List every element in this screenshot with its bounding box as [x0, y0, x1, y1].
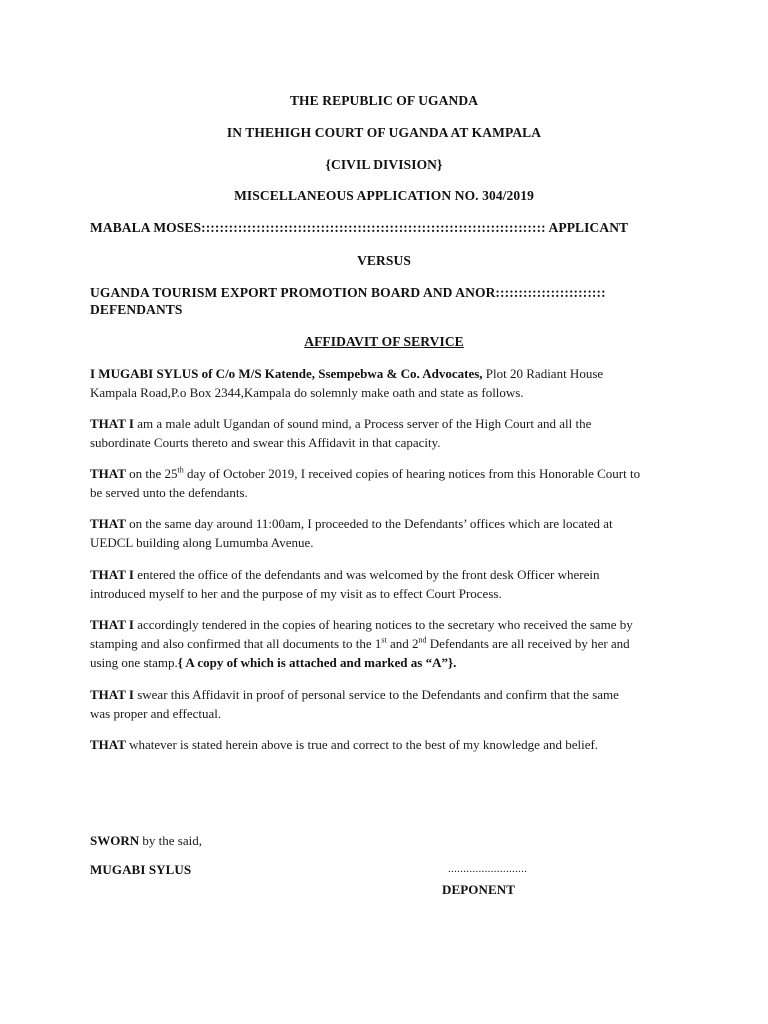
paragraph-lead: THAT I	[90, 617, 134, 632]
paragraph-text: am a male adult Ugandan of sound mind, a Process server of the High Court and all the	[133, 416, 592, 431]
sworn-text: by the said,	[139, 833, 202, 848]
intro-text-2: Kampala Road,P.o Box 2344,Kampala do solemnly make oath and state as follows.	[90, 385, 524, 400]
ordinal-superscript: th	[177, 465, 184, 475]
paragraph-text: accordingly tendered in the copies of hearing notices to the secretary who received the same by	[133, 617, 633, 632]
paragraph-text: using one stamp.	[90, 655, 178, 670]
applicant-name: MABALA MOSES	[90, 220, 202, 235]
paragraph-lead: THAT	[90, 516, 126, 531]
paragraph-text: introduced myself to her and the purpose of my visit as to effect Court Process.	[90, 586, 502, 601]
paragraph-text: be served unto the defendants.	[90, 485, 248, 500]
paragraph-4	[90, 565, 690, 603]
paragraph-text: was proper and effectual.	[90, 706, 222, 721]
paragraph-text: Defendants are all received by her and	[426, 636, 630, 651]
paragraph-6	[90, 685, 690, 723]
paragraph-text: on the same day around 11:00am, I proceeded to the Defendants’ offices which are located at	[125, 516, 613, 531]
paragraph-text: day of October 2019, I received copies of hearing notices from this Honorable Court to	[183, 466, 641, 481]
paragraph-lead: THAT I	[90, 687, 134, 702]
versus-label: VERSUS	[357, 253, 411, 268]
paragraph-text: swear this Affidavit in proof of personal service to the Defendants and confirm that the same	[133, 687, 619, 702]
header-application-no: MISCELLANEOUS APPLICATION NO. 304/2019	[234, 188, 534, 203]
ordinal-superscript: st	[381, 635, 387, 645]
paragraph-7	[90, 735, 690, 754]
paragraph-1	[90, 414, 690, 452]
paragraph-lead: THAT	[90, 466, 126, 481]
affidavit-title	[0, 334, 768, 350]
header-division: {CIVIL DIVISION}	[325, 157, 443, 172]
applicant-line	[90, 220, 628, 236]
defendant-name: UGANDA TOURISM EXPORT PROMOTION BOARD AND ANOR	[90, 285, 496, 300]
applicant-dots: :::::::::::::::::::::::::::::::::::::::::::::::::::::::::::::::::::::::::::	[201, 220, 546, 235]
header-republic: THE REPUBLIC OF UGANDA	[289, 93, 479, 108]
defendant-role: DEFENDANTS	[90, 302, 183, 317]
header-court: IN THEHIGH COURT OF UGANDA AT KAMPALA	[226, 125, 542, 140]
deponent-name: MUGABI SYLUS	[90, 862, 192, 877]
paragraph-lead: THAT	[90, 737, 126, 752]
paragraph-5	[90, 615, 690, 672]
deponent-label: DEPONENT	[442, 882, 516, 897]
defendant-dots: ::::::::::::::::::::::::	[495, 285, 606, 300]
ordinal-superscript: nd	[418, 635, 427, 645]
paragraph-text: and 2	[386, 636, 419, 651]
intro-bold: I MUGABI SYLUS of C/o M/S Katende, Ssempebwa & Co. Advocates,	[90, 366, 483, 381]
paragraph-2	[90, 464, 690, 502]
attachment-note: { A copy of which is attached and marked as “A”}.	[177, 655, 457, 670]
paragraph-text: stamping and also confirmed that all documents to the 1	[90, 636, 382, 651]
applicant-role: APPLICANT	[548, 220, 629, 235]
paragraph-lead: THAT I	[90, 416, 134, 431]
paragraph-text: entered the office of the defendants and was welcomed by the front desk Officer wherein	[133, 567, 600, 582]
paragraph-text: UEDCL building along Lumumba Avenue.	[90, 535, 314, 550]
paragraph-text: on the 25	[125, 466, 178, 481]
sworn-line	[90, 831, 202, 850]
affidavit-title-text: AFFIDAVIT OF SERVICE	[304, 334, 464, 349]
defendant-line	[90, 285, 606, 301]
paragraph-text: subordinate Courts thereto and swear this Affidavit in that capacity.	[90, 435, 441, 450]
signature-line: ..........................	[448, 863, 528, 875]
intro-paragraph	[90, 364, 690, 402]
sworn-label: SWORN	[90, 833, 140, 848]
paragraph-3	[90, 514, 690, 552]
paragraph-lead: THAT I	[90, 567, 134, 582]
paragraph-text: whatever is stated herein above is true and correct to the best of my knowledge and belief.	[125, 737, 599, 752]
intro-text-1: Plot 20 Radiant House	[482, 366, 604, 381]
